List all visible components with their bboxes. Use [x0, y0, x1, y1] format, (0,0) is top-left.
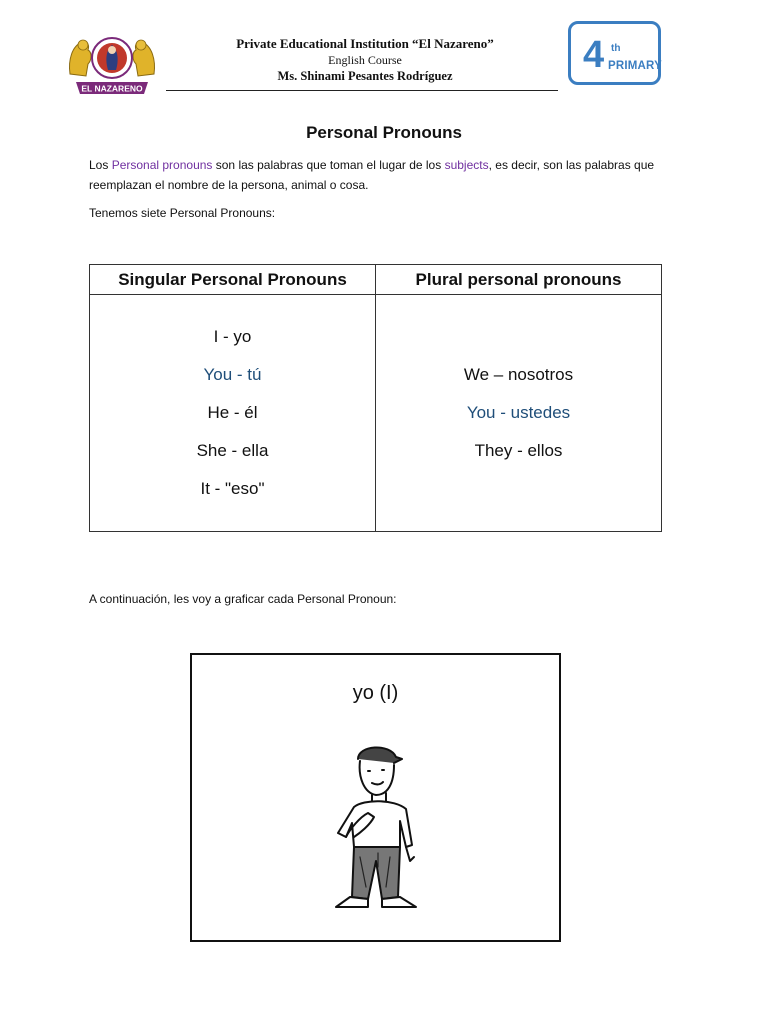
singular-header: Singular Personal Pronouns [90, 265, 376, 295]
intro-paragraph [89, 155, 679, 195]
course-name: English Course [328, 53, 402, 67]
page-title: Personal Pronouns [306, 123, 462, 142]
pronoun-item: I - yo [213, 327, 252, 346]
plural-header: Plural personal pronouns [376, 265, 662, 295]
intro-highlight-term: Personal pronouns [111, 158, 213, 172]
grade-number: 4 [583, 34, 605, 76]
pronoun-count-line: Tenemos siete Personal Pronouns: [89, 206, 276, 220]
intro-text: son las palabras que toman el lugar de los [212, 158, 445, 172]
header-divider [166, 90, 558, 91]
pronoun-item: They - ellos [474, 441, 563, 460]
pronoun-item: She - ella [196, 441, 269, 460]
plural-cell [376, 295, 662, 532]
illustration-caption: yo (I) [352, 682, 399, 704]
grade-suffix: th [611, 43, 621, 54]
singular-cell [90, 295, 376, 532]
school-logo [66, 30, 158, 98]
pronoun-item: You - ustedes [466, 403, 571, 422]
plural-pronoun-list [376, 356, 661, 470]
pronoun-item: We – nosotros [463, 365, 574, 384]
singular-pronoun-list [90, 318, 375, 508]
intro-text: Los [89, 158, 112, 172]
teacher-name: Ms. Shinami Pesantes Rodríguez [277, 69, 453, 83]
pronoun-table [89, 264, 662, 532]
right-lion-icon [133, 40, 155, 76]
grade-badge [568, 21, 661, 85]
continuation-line: A continuación, les voy a graficar cada Personal Pronoun: [89, 592, 397, 606]
grade-level: PRIMARY [608, 60, 663, 72]
left-lion-icon [70, 40, 92, 76]
pronoun-item: It - "eso" [200, 479, 265, 498]
pronoun-item: He - él [207, 403, 258, 422]
intro-text: , es decir, son las palabras que reemplazan el nombre de la persona, animal o cosa. [89, 158, 655, 192]
boy-pointing-at-self-icon [320, 737, 432, 915]
document-header [200, 36, 530, 84]
illustration-box [190, 653, 561, 942]
logo-text: EL NAZARENO [81, 83, 143, 94]
intro-highlight-term: subjects [444, 158, 489, 172]
school-name: Private Educational Institution “El Nazareno” [236, 36, 494, 51]
pronoun-item: You - tú [203, 365, 262, 384]
crest-icon [92, 38, 132, 78]
